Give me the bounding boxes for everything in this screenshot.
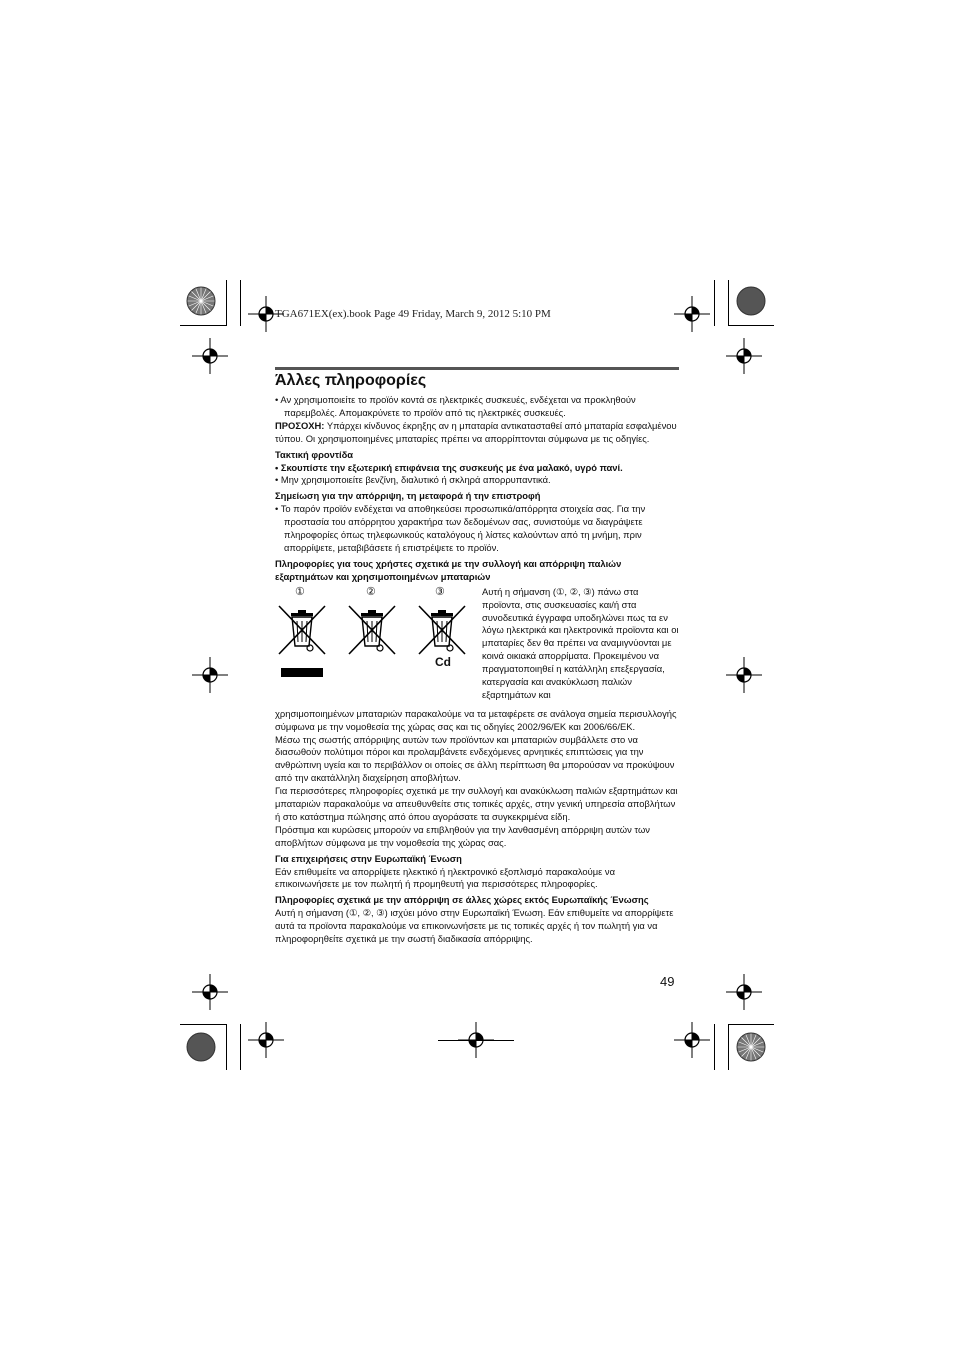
eu-heading: Για επιχειρήσεις στην Ευρωπαϊκή Ένωση — [275, 852, 462, 864]
disposal-text: • Το παρόν προϊόν ενδέχεται να αποθηκεύσει προσωπικά/απόρρητα στοιχεία σας. Για την προστασία του απόρρητου χαρακτήρα των δεδομένων σας, συνιστούμε να διαγράψετε πληροφορίες όπως τηλεφωνικούς καταλόγους ή λίστες καλούντων από τη μνήμη, πριν απορρίψετε, μεταβιβάσετε ή επιστρέψετε το προϊόν. — [275, 503, 646, 553]
registration-mark-icon — [192, 974, 228, 1010]
crop-mark — [728, 280, 729, 326]
correct-disposal-paragraph: Μέσω της σωστής απόρριψης αυτών των προϊόντων και μπαταριών συμβάλλετε στο να διασωθούν πολύτιμοι πόροι και προλαμβάνετε ενδεχόμενες αρνητικές επιπτώσεις για την ανθρώπινη υγεία και το περιβάλλον οι οποίες σε άλλη περίπτωση θα μπορούσαν να προκύψουν από την ακατάλληλη διαχείρηση αποβλήτων. — [275, 733, 675, 784]
symbol-description: Αυτή η σήμανση (①, ②, ③) πάνω στα προϊοντα, στις συσκευασίες και/ή στα συνοδευτικά έγγραφα υποδηλώνει πως τα εν λόγω ηλεκτρικά και ηλεκτρονικά προϊοντα και οι μπαταρίες δεν θα πρέπει να αναμιγνύονται με κοινά οικιακά απορρίματα. Προκειμένου να πραγματοποιηθεί η κατάλληλη επεξεργασία, κατεργασία και ανακύκλωση παλιών εξαρτημάτων και — [482, 585, 679, 700]
symbol-label: ② — [366, 585, 376, 598]
registration-mark-icon — [726, 338, 762, 374]
crop-mark — [714, 280, 715, 326]
symbol-row — [275, 586, 679, 708]
registration-mark-icon — [192, 338, 228, 374]
registration-mark-icon — [726, 657, 762, 693]
symbol-label: ① — [295, 585, 305, 598]
color-target-icon — [736, 286, 766, 316]
crop-mark — [728, 325, 774, 326]
symbol-continuation: χρησιμοποιημένων μπαταριών παρακαλούμε να τα μεταφέρετε σε ανάλογα σημεία περισυλλογής σύμφωνα με την νομοθεσία της χώρας σας και τις οδηγίες 2002/96/EK και 2006/66/EK. — [275, 707, 677, 732]
crop-mark — [728, 1024, 729, 1070]
registration-mark-icon — [248, 1022, 284, 1058]
interference-note: • Αν χρησιμοποιείτε το προϊόν κοντά σε ηλεκτρικές συσκευές, ενδέχεται να προκληθούν παρεμβολές. Απομακρύνετε το προϊόν από τις ηλεκτρικές συσκευές. — [275, 394, 636, 418]
registration-mark-icon — [674, 296, 710, 332]
crop-mark — [728, 1024, 774, 1025]
symbol-label: ③ — [435, 585, 445, 598]
book-header: TGA671EX(ex).book Page 49 Friday, March 9, 2012 5:10 PM — [275, 308, 551, 320]
registration-mark-icon — [674, 1022, 710, 1058]
solid-bar-mark — [281, 668, 323, 677]
caution-text: Υπάρχει κίνδυνος έκρηξης αν η μπαταρία αντικατασταθεί από μπαταρία εσφαλμένου τύπου. Οι χρησιμοποιημένες μπαταρίες πρέπει να απορρίπτονται σύμφωνα με τις οδηγίες. — [275, 419, 677, 444]
caution-label: ΠΡΟΣΟΧΗ: — [275, 419, 325, 431]
crop-mark — [438, 1040, 514, 1041]
crop-mark — [180, 325, 226, 326]
fines-paragraph: Πρόστιμα και κυρώσεις μπορούν να επιβληθούν για την λανθασμένη απόρριψη αυτών των αποβλήτων σύμφωνα με την νομοθεσία της χώρας σας. — [275, 823, 650, 848]
crop-mark — [240, 280, 241, 326]
page-title: Άλλες πληροφορίες — [275, 372, 427, 389]
crop-mark — [226, 280, 227, 326]
title-rule — [275, 367, 679, 370]
care-heading: Τακτική φροντίδα — [275, 448, 354, 460]
page-number: 49 — [660, 974, 675, 989]
color-target-icon — [736, 1032, 766, 1062]
eu-text: Εάν επιθυμείτε να απορρίψετε ηλεκτικό ή ηλεκτρονικό εξοπλισμό παρακαλούμε να επικοινωνήσετε με τον πωλητή ή προμηθευτή για περισσότερες πληροφορίες. — [275, 865, 616, 890]
registration-mark-icon — [192, 657, 228, 693]
caution-paragraph — [275, 420, 679, 446]
crop-mark — [714, 1024, 715, 1070]
cd-label: Cd — [435, 654, 451, 669]
color-target-icon — [186, 286, 216, 316]
care-bullet: • Σκουπίστε την εξωτερική επιφάνεια της συσκευής με ένα μαλακό, υγρό πανί. — [275, 461, 623, 473]
non-eu-heading: Πληροφορίες σχετικά με την απόρριψη σε άλλες χώρες εκτός Ευρωπαϊκής Ένωσης — [275, 894, 649, 906]
crossed-out-wheelie-bin-icon — [347, 604, 397, 656]
disposal-heading: Σημείωση για την απόρριψη, τη μεταφορά ή την επιστροφή — [275, 490, 541, 502]
crossed-out-wheelie-bin-icon — [277, 604, 327, 656]
color-target-icon — [186, 1032, 216, 1062]
page-content — [275, 394, 679, 946]
more-info-paragraph: Για περισσότερες πληροφορίες σχετικά με την συλλογή και ανακύκλωση παλιών εξαρτημάτων και μπαταριών παρακαλούμε να απευθυνθείτε στις τοπικές αρχές, στην γενική υπηρεσία αποβλήτων ή στο κατάστημα πώλησης από όπου αγοράσατε τα συγκεκριμένα είδη. — [275, 785, 678, 822]
crossed-out-wheelie-bin-icon — [417, 604, 467, 656]
crop-mark — [226, 1024, 227, 1070]
crop-mark — [240, 1024, 241, 1070]
non-eu-text: Αυτή η σήμανση (①, ②, ③) ισχύει μόνο στην Ευρωπαϊκή Ένωση. Εάν επιθυμείτε να απορρίψετε αυτά τα προϊοντα παρακαλούμε να επικοινωνήσετε με τις τοπικές αρχές ή τον πωλητή για να πληροφορηθείτε σχετικά με την σωστή διαδικασία απόρριψης. — [275, 907, 674, 945]
symbol-figures — [275, 586, 479, 708]
crop-mark — [180, 1024, 226, 1025]
care-bullet: • Μην χρησιμοποιείτε βενζίνη, διαλυτικό ή σκληρά απορρυπαντικά. — [275, 474, 551, 486]
registration-mark-icon — [726, 974, 762, 1010]
users-heading: Πληροφορίες για τους χρήστες σχετικά με την συλλογή και απόρριψη παλιών εξαρτημάτων και χρησιμοποιημένων μπαταριών — [275, 557, 622, 582]
